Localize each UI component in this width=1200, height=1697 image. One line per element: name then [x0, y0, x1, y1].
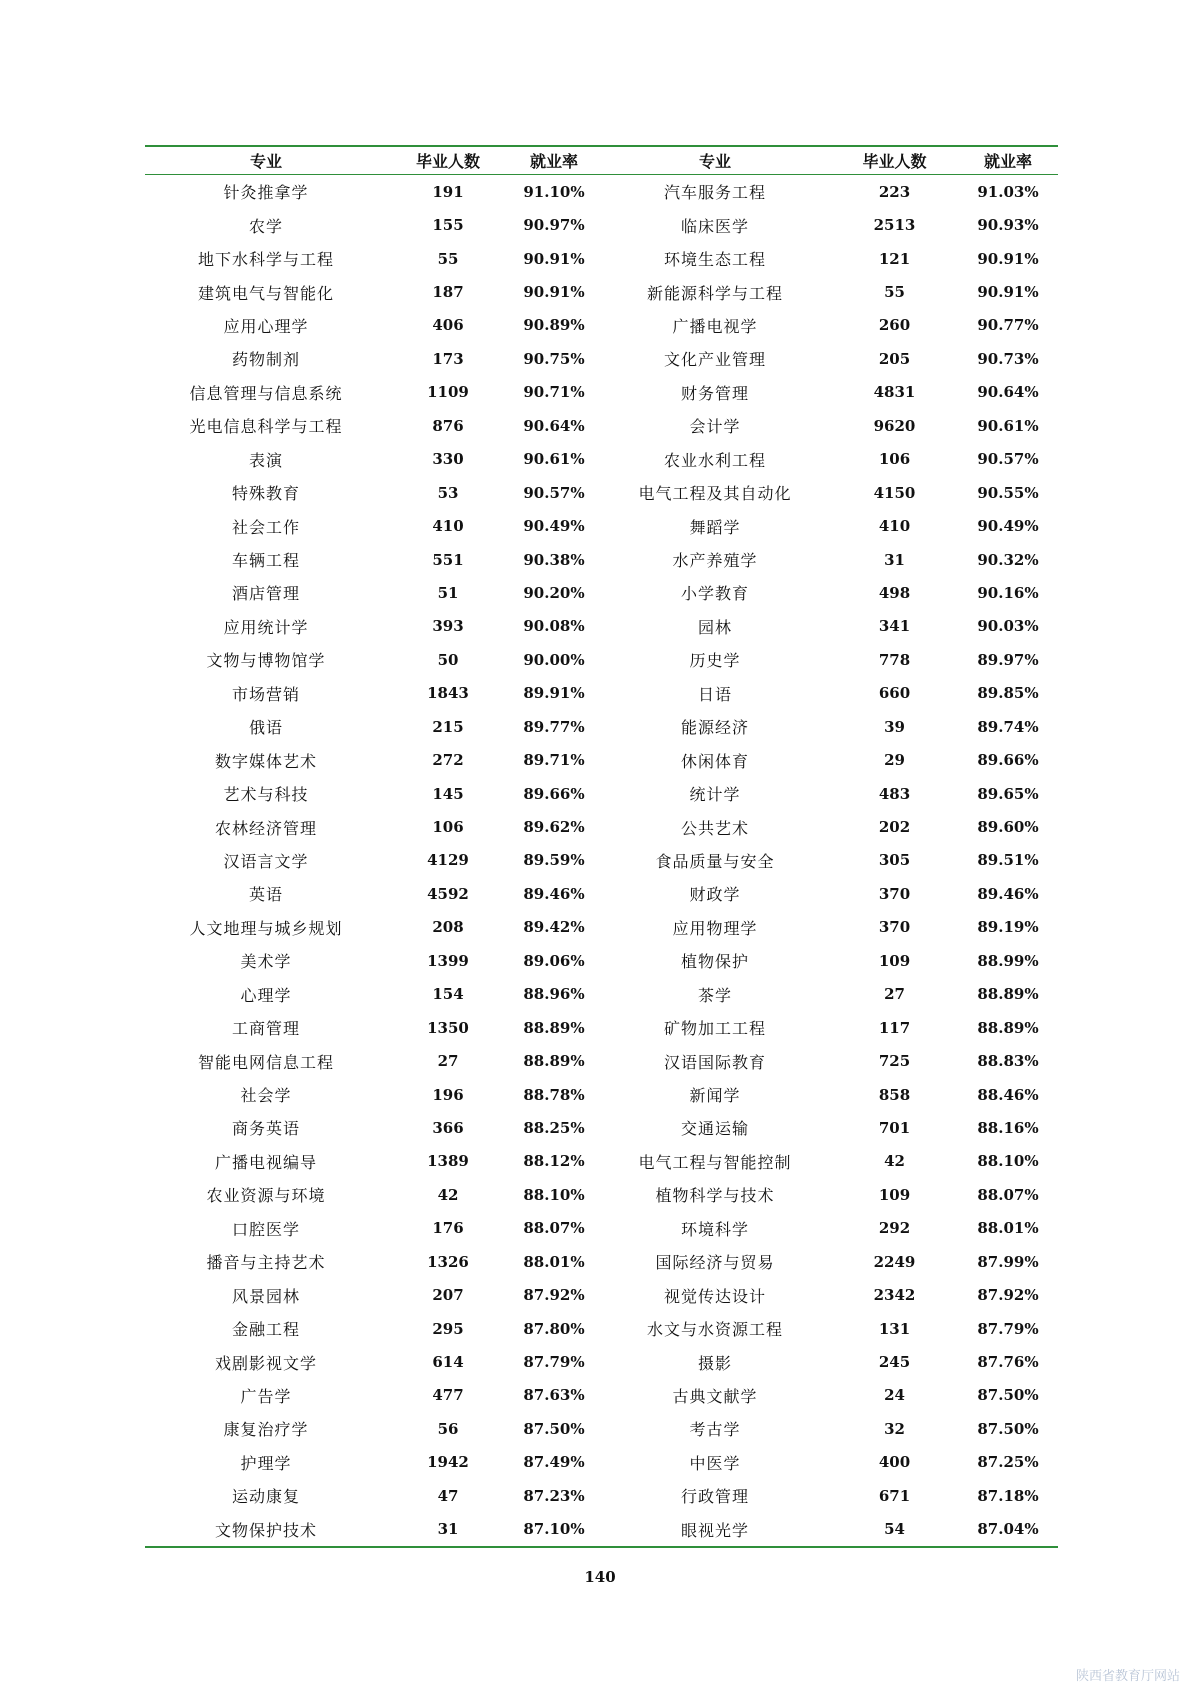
graduate-count: 39: [884, 717, 905, 736]
employment-rate: 90.71%: [523, 383, 585, 402]
graduate-count: 215: [432, 717, 464, 736]
major-name: 财政学: [689, 885, 741, 905]
major-name: 中医学: [689, 1453, 741, 1473]
employment-rate: 87.25%: [977, 1453, 1039, 1472]
major-name: 会计学: [689, 417, 741, 437]
employment-rate: 90.49%: [523, 517, 585, 536]
employment-rate: 89.77%: [523, 717, 585, 736]
header-employment-rate: 就业率: [529, 152, 578, 171]
major-name: 农业资源与环境: [206, 1186, 326, 1206]
table-row: [145, 978, 1058, 1011]
major-name: 历史学: [689, 651, 741, 671]
table-row: [145, 476, 1058, 509]
table-row: [145, 509, 1058, 542]
employment-rate: 87.50%: [977, 1419, 1039, 1438]
major-name: 汉语国际教育: [663, 1052, 766, 1072]
employment-rate: 88.99%: [977, 951, 1039, 970]
employment-rate: 90.49%: [977, 517, 1039, 536]
graduate-count: 4150: [873, 483, 916, 502]
graduate-count: 1843: [427, 684, 469, 703]
graduate-count: 223: [878, 182, 911, 201]
table-row: [145, 1078, 1058, 1111]
major-name: 数字媒体艺术: [214, 751, 317, 771]
table-row: [145, 1278, 1058, 1311]
graduate-count: 341: [878, 617, 911, 636]
major-name: 财务管理: [680, 383, 749, 403]
employment-rate: 89.97%: [977, 650, 1039, 669]
table-row: [145, 1011, 1058, 1044]
employment-rate: 88.78%: [523, 1085, 585, 1104]
employment-rate: 88.01%: [523, 1252, 585, 1271]
graduate-count: 1399: [427, 951, 469, 970]
major-name: 社会学: [240, 1086, 292, 1106]
employment-rate: 90.77%: [977, 316, 1039, 335]
graduate-count: 32: [884, 1419, 905, 1438]
major-name: 广播电视编导: [214, 1152, 317, 1172]
major-name: 光电信息科学与工程: [189, 417, 343, 437]
major-name: 环境生态工程: [663, 250, 766, 270]
major-name: 智能电网信息工程: [197, 1052, 334, 1072]
graduate-count: 31: [884, 550, 905, 569]
major-name: 小学教育: [680, 584, 749, 604]
major-name: 俄语: [248, 718, 283, 738]
table-row: [145, 1212, 1058, 1245]
graduate-count: 295: [432, 1319, 464, 1338]
graduate-count: 370: [878, 884, 911, 903]
graduate-count: 106: [878, 450, 911, 469]
employment-rate: 87.76%: [977, 1353, 1039, 1372]
employment-rate: 89.60%: [977, 818, 1039, 837]
graduate-count: 778: [878, 650, 911, 669]
table-row: [145, 1178, 1058, 1211]
graduate-count: 205: [878, 349, 911, 368]
employment-rate: 90.32%: [977, 550, 1039, 569]
major-name: 人文地理与城乡规划: [189, 918, 343, 938]
employment-rate: 90.91%: [977, 249, 1039, 268]
graduate-count: 176: [432, 1219, 464, 1238]
graduate-count: 196: [432, 1085, 464, 1104]
employment-rate: 90.91%: [523, 283, 585, 302]
major-name: 戏剧影视文学: [214, 1353, 317, 1373]
major-name: 日语: [697, 684, 732, 704]
major-name: 康复治疗学: [223, 1420, 309, 1440]
graduate-count: 121: [878, 249, 911, 268]
table-row: [145, 1479, 1058, 1512]
table-bottom-rule: [145, 1546, 1058, 1548]
graduate-count: 208: [432, 918, 464, 937]
graduate-count: 4592: [427, 884, 469, 903]
table-row: [145, 1245, 1058, 1278]
employment-rate: 90.91%: [523, 249, 585, 268]
table-row: [145, 275, 1058, 308]
major-name: 行政管理: [680, 1487, 749, 1507]
major-name: 药物制剂: [231, 350, 300, 370]
employment-rate: 90.16%: [977, 583, 1039, 602]
employment-rate: 89.66%: [523, 784, 585, 803]
employment-rate: 90.61%: [523, 450, 585, 469]
graduate-count: 660: [878, 684, 911, 703]
graduate-count: 725: [878, 1052, 911, 1071]
graduate-count: 42: [884, 1152, 905, 1171]
graduate-count: 187: [432, 283, 464, 302]
table-row: [145, 1345, 1058, 1378]
table-row: [145, 309, 1058, 342]
employment-rate: 89.59%: [523, 851, 585, 870]
graduate-count: 483: [878, 784, 911, 803]
graduate-count: 109: [878, 951, 911, 970]
major-name: 公共艺术: [680, 818, 749, 838]
major-name: 艺术与科技: [223, 785, 309, 805]
major-name: 信息管理与信息系统: [189, 383, 343, 403]
major-name: 美术学: [240, 952, 292, 972]
graduate-count: 106: [432, 818, 464, 837]
employment-rate: 89.42%: [523, 918, 585, 937]
table-row: [145, 409, 1058, 442]
employment-rate: 87.99%: [977, 1252, 1039, 1271]
table-row: [145, 1111, 1058, 1144]
employment-rate: 90.75%: [523, 349, 585, 368]
major-name: 表演: [248, 450, 283, 470]
employment-rate: 90.57%: [977, 450, 1039, 469]
employment-rate: 87.50%: [523, 1419, 585, 1438]
employment-rate: 88.89%: [523, 1018, 585, 1037]
major-name: 茶学: [697, 985, 732, 1005]
major-name: 文化产业管理: [663, 350, 766, 370]
graduate-count: 614: [432, 1353, 464, 1372]
header-employment-rate: 就业率: [983, 152, 1032, 171]
table-row: [145, 242, 1058, 275]
header-graduates: 毕业人数: [862, 152, 927, 171]
table-row: [145, 1412, 1058, 1445]
graduate-count: 109: [878, 1185, 911, 1204]
employment-rate: 89.19%: [977, 918, 1039, 937]
graduate-count: 4129: [427, 851, 469, 870]
major-name: 水文与水资源工程: [646, 1320, 783, 1340]
major-name: 摄影: [697, 1353, 732, 1373]
employment-rate: 90.93%: [977, 216, 1039, 235]
major-name: 交通运输: [680, 1119, 749, 1139]
graduate-count: 54: [884, 1520, 905, 1539]
employment-rate: 87.49%: [523, 1453, 585, 1472]
major-name: 临床医学: [680, 216, 749, 236]
major-name: 针灸推拿学: [223, 183, 309, 203]
table-row: [145, 1379, 1058, 1412]
employment-rate: 89.66%: [977, 751, 1039, 770]
employment-rate: 87.92%: [523, 1286, 585, 1305]
employment-rate: 88.89%: [977, 1018, 1039, 1037]
major-name: 市场营销: [231, 684, 300, 704]
graduate-count: 9620: [873, 416, 916, 435]
graduate-count: 53: [437, 483, 459, 502]
table-row: [145, 1044, 1058, 1077]
graduate-count: 191: [432, 182, 464, 201]
major-name: 车辆工程: [231, 551, 300, 571]
major-name: 英语: [248, 885, 283, 905]
employment-rate: 88.10%: [977, 1152, 1039, 1171]
table-row: [145, 877, 1058, 910]
graduate-count: 272: [432, 751, 464, 770]
table-row: [145, 1312, 1058, 1345]
graduate-count: 56: [437, 1419, 459, 1438]
major-name: 特殊教育: [231, 484, 300, 504]
employment-rate: 88.89%: [977, 985, 1039, 1004]
table-row: [145, 911, 1058, 944]
table-row: [145, 175, 1058, 208]
major-name: 植物科学与技术: [655, 1186, 775, 1206]
graduate-count: 145: [432, 784, 464, 803]
employment-rate: 90.89%: [523, 316, 585, 335]
table-body: [145, 175, 1058, 1546]
graduate-count: 173: [432, 349, 464, 368]
employment-rate: 88.12%: [523, 1152, 585, 1171]
table-row: [145, 208, 1058, 241]
graduate-count: 207: [432, 1286, 464, 1305]
major-name: 社会工作: [231, 517, 300, 537]
table-row: [145, 710, 1058, 743]
graduate-count: 393: [432, 617, 464, 636]
major-name: 农林经济管理: [214, 818, 317, 838]
graduate-count: 410: [432, 517, 464, 536]
table-row: [145, 643, 1058, 676]
graduate-count: 29: [884, 751, 905, 770]
major-name: 口腔医学: [231, 1219, 300, 1239]
graduate-count: 330: [432, 450, 464, 469]
employment-rate: 87.63%: [523, 1386, 585, 1405]
graduate-count: 24: [884, 1386, 905, 1405]
major-name: 护理学: [240, 1453, 292, 1473]
major-name: 园林: [697, 617, 732, 637]
employment-rate: 91.10%: [523, 182, 585, 201]
major-name: 酒店管理: [231, 584, 300, 604]
table-row: [145, 1513, 1058, 1546]
employment-rate: 89.46%: [523, 884, 585, 903]
major-name: 能源经济: [680, 718, 749, 738]
graduate-count: 2249: [873, 1252, 916, 1271]
graduate-count: 50: [437, 650, 459, 669]
graduate-count: 27: [437, 1052, 459, 1071]
major-name: 国际经济与贸易: [655, 1253, 775, 1273]
employment-rate: 90.08%: [523, 617, 585, 636]
table-header-row: [145, 147, 1058, 174]
employment-rate: 89.46%: [977, 884, 1039, 903]
table-row: [145, 1145, 1058, 1178]
employment-rate: 90.64%: [523, 416, 585, 435]
table-row: [145, 543, 1058, 576]
major-name: 播音与主持艺术: [206, 1253, 326, 1273]
major-name: 新能源科学与工程: [646, 283, 783, 303]
major-name: 统计学: [689, 785, 741, 805]
major-name: 电气工程与智能控制: [638, 1152, 792, 1172]
major-name: 运动康复: [231, 1487, 300, 1507]
employment-rate: 87.79%: [523, 1353, 585, 1372]
graduate-count: 55: [884, 283, 905, 302]
table-row: [145, 342, 1058, 375]
table-row: [145, 944, 1058, 977]
employment-rate: 87.50%: [977, 1386, 1039, 1405]
employment-rate: 88.16%: [977, 1118, 1039, 1137]
employment-rate: 87.92%: [977, 1286, 1039, 1305]
graduate-count: 131: [878, 1319, 911, 1338]
page-number: 140: [584, 1568, 616, 1586]
major-name: 视觉传达设计: [663, 1286, 766, 1306]
employment-rate: 87.18%: [977, 1486, 1039, 1505]
employment-rate: 90.00%: [523, 650, 585, 669]
employment-rate: 87.80%: [523, 1319, 585, 1338]
employment-rate-table: [145, 145, 1058, 1548]
employment-rate: 88.07%: [977, 1185, 1039, 1204]
graduate-count: 2513: [873, 216, 916, 235]
employment-rate: 91.03%: [977, 182, 1039, 201]
graduate-count: 260: [878, 316, 911, 335]
employment-rate: 89.06%: [523, 951, 585, 970]
employment-rate: 89.62%: [523, 818, 585, 837]
major-name: 环境科学: [680, 1219, 749, 1239]
graduate-count: 406: [432, 316, 464, 335]
graduate-count: 55: [437, 249, 459, 268]
employment-rate: 88.96%: [523, 985, 585, 1004]
table-row: [145, 1446, 1058, 1479]
major-name: 应用统计学: [223, 617, 309, 637]
major-name: 地下水科学与工程: [197, 250, 334, 270]
employment-rate: 90.38%: [523, 550, 585, 569]
graduate-count: 370: [878, 918, 911, 937]
graduate-count: 1109: [427, 383, 469, 402]
major-name: 汽车服务工程: [663, 183, 766, 203]
major-name: 电气工程及其自动化: [638, 484, 792, 504]
employment-rate: 90.57%: [523, 483, 585, 502]
major-name: 文物与博物馆学: [206, 651, 326, 671]
header-graduates: 毕业人数: [415, 152, 480, 171]
table-row: [145, 576, 1058, 609]
employment-rate: 90.20%: [523, 583, 585, 602]
employment-rate: 90.64%: [977, 383, 1039, 402]
graduate-count: 27: [884, 985, 905, 1004]
graduate-count: 202: [878, 818, 911, 837]
major-name: 植物保护: [680, 952, 749, 972]
major-name: 食品质量与安全: [655, 851, 775, 871]
graduate-count: 155: [432, 216, 464, 235]
graduate-count: 498: [878, 583, 911, 602]
graduate-count: 400: [878, 1453, 911, 1472]
graduate-count: 701: [878, 1118, 911, 1137]
graduate-count: 42: [437, 1185, 459, 1204]
graduate-count: 1389: [427, 1152, 469, 1171]
major-name: 风景园林: [231, 1286, 300, 1306]
employment-rate: 87.10%: [523, 1520, 585, 1539]
graduate-count: 671: [878, 1486, 911, 1505]
graduate-count: 1942: [427, 1453, 469, 1472]
employment-rate: 88.10%: [523, 1185, 585, 1204]
major-name: 应用心理学: [223, 316, 309, 336]
employment-rate: 90.03%: [977, 617, 1039, 636]
graduate-count: 47: [437, 1486, 459, 1505]
major-name: 应用物理学: [672, 918, 758, 938]
graduate-count: 1326: [427, 1252, 469, 1271]
table-row: [145, 777, 1058, 810]
employment-rate: 88.07%: [523, 1219, 585, 1238]
table-row: [145, 844, 1058, 877]
major-name: 古典文献学: [672, 1386, 758, 1406]
graduate-count: 31: [437, 1520, 459, 1539]
major-name: 心理学: [240, 985, 292, 1005]
graduate-count: 4831: [873, 383, 916, 402]
major-name: 考古学: [689, 1420, 741, 1440]
graduate-count: 305: [878, 851, 911, 870]
employment-rate: 88.89%: [523, 1052, 585, 1071]
employment-rate: 89.85%: [977, 684, 1039, 703]
major-name: 建筑电气与智能化: [197, 283, 334, 303]
graduate-count: 858: [878, 1085, 911, 1104]
graduate-count: 551: [432, 550, 464, 569]
employment-rate: 90.73%: [977, 349, 1039, 368]
employment-rate: 90.61%: [977, 416, 1039, 435]
major-name: 汉语言文学: [223, 851, 309, 871]
employment-rate: 89.65%: [977, 784, 1039, 803]
employment-rate: 89.51%: [977, 851, 1039, 870]
table-row: [145, 743, 1058, 776]
graduate-count: 876: [432, 416, 464, 435]
graduate-count: 477: [432, 1386, 464, 1405]
employment-rate: 88.46%: [977, 1085, 1039, 1104]
major-name: 水产养殖学: [672, 551, 758, 571]
employment-rate: 88.25%: [523, 1118, 585, 1137]
graduate-count: 1350: [427, 1018, 469, 1037]
major-name: 休闲体育: [680, 751, 749, 771]
graduate-count: 117: [878, 1018, 911, 1037]
employment-rate: 88.01%: [977, 1219, 1039, 1238]
major-name: 文物保护技术: [214, 1520, 317, 1540]
employment-rate: 89.91%: [523, 684, 585, 703]
graduate-count: 292: [878, 1219, 911, 1238]
major-name: 广播电视学: [672, 316, 758, 336]
employment-rate: 87.04%: [977, 1520, 1039, 1539]
major-name: 农业水利工程: [663, 450, 766, 470]
major-name: 金融工程: [231, 1320, 300, 1340]
major-name: 商务英语: [231, 1119, 300, 1139]
graduate-count: 2342: [873, 1286, 916, 1305]
graduate-count: 410: [878, 517, 911, 536]
table-row: [145, 610, 1058, 643]
major-name: 舞蹈学: [689, 517, 741, 537]
employment-rate: 89.71%: [523, 751, 585, 770]
site-watermark: 陕西省教育厅网站: [1075, 1669, 1180, 1684]
major-name: 眼视光学: [680, 1520, 749, 1540]
major-name: 广告学: [240, 1386, 292, 1406]
employment-rate: 87.23%: [523, 1486, 585, 1505]
employment-rate: 90.55%: [977, 483, 1039, 502]
graduate-count: 245: [878, 1353, 911, 1372]
employment-rate: 88.83%: [977, 1052, 1039, 1071]
major-name: 矿物加工工程: [663, 1019, 766, 1039]
table-row: [145, 810, 1058, 843]
employment-rate: 90.97%: [523, 216, 585, 235]
employment-rate: 90.91%: [977, 283, 1039, 302]
graduate-count: 154: [432, 985, 464, 1004]
employment-rate: 89.74%: [977, 717, 1039, 736]
table-row: [145, 443, 1058, 476]
header-major: 专业: [249, 152, 282, 171]
major-name: 新闻学: [689, 1086, 741, 1106]
major-name: 农学: [248, 216, 283, 236]
graduate-count: 51: [437, 583, 459, 602]
table-row: [145, 677, 1058, 710]
major-name: 工商管理: [231, 1019, 300, 1039]
header-major: 专业: [698, 152, 731, 171]
table-row: [145, 376, 1058, 409]
graduate-count: 366: [432, 1118, 464, 1137]
employment-rate: 87.79%: [977, 1319, 1039, 1338]
